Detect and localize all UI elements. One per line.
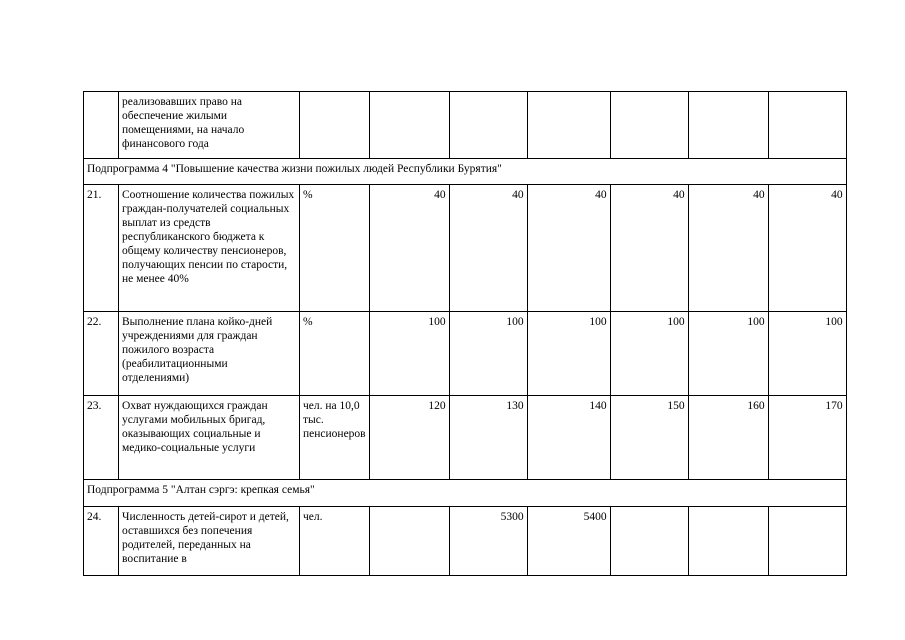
value-cell: [768, 507, 846, 576]
subprogram-4-title: Подпрограмма 4 "Повышение качества жизни пожилых людей Республики Бурятия": [84, 159, 847, 185]
value-cell: [369, 92, 449, 159]
row-index-cell: 24.: [84, 507, 119, 576]
value-cell: [688, 507, 768, 576]
value-cell: 100: [768, 312, 846, 396]
value-cell: 100: [369, 312, 449, 396]
row-index-cell: 21.: [84, 185, 119, 312]
value-cell: [768, 92, 846, 159]
indicator-name-cell: Выполнение плана койко-дней учреждениями для граждан пожилого возраста (реабилитационными отделениями): [119, 312, 300, 396]
unit-cell: чел. на 10,0 тыс. пенсионеров: [300, 396, 370, 480]
value-cell: [449, 92, 527, 159]
value-cell: 100: [527, 312, 610, 396]
table-row: [84, 92, 847, 159]
unit-cell: чел.: [300, 507, 370, 576]
value-cell: [610, 507, 688, 576]
indicators-table: [83, 91, 847, 576]
value-cell: [610, 92, 688, 159]
row-index-cell: 23.: [84, 396, 119, 480]
indicator-name-cell: Численность детей-сирот и детей, оставшихся без попечения родителей, переданных на воспитание в: [119, 507, 300, 576]
value-cell: 140: [527, 396, 610, 480]
value-cell: 40: [610, 185, 688, 312]
row-index-cell: [84, 92, 119, 159]
value-cell: 40: [688, 185, 768, 312]
value-cell: 100: [610, 312, 688, 396]
value-cell: 120: [369, 396, 449, 480]
subprogram-header-row: [84, 480, 847, 507]
table-row: [84, 507, 847, 576]
table-row: [84, 185, 847, 312]
value-cell: 5400: [527, 507, 610, 576]
value-cell: 40: [527, 185, 610, 312]
indicator-name-cell: Соотношение количества пожилых граждан-получателей социальных выплат из средств республиканского бюджета к общему количеству пенсионеров, получающих пенсии по старости, не менее 40%: [119, 185, 300, 312]
value-cell: [527, 92, 610, 159]
value-cell: 40: [768, 185, 846, 312]
unit-cell: %: [300, 185, 370, 312]
indicator-name-cell: Охват нуждающихся граждан услугами мобильных бригад, оказывающих социальные и медико-социальные услуги: [119, 396, 300, 480]
row-index-cell: 22.: [84, 312, 119, 396]
value-cell: [688, 92, 768, 159]
unit-cell: [300, 92, 370, 159]
value-cell: 5300: [449, 507, 527, 576]
table-row: [84, 396, 847, 480]
value-cell: 150: [610, 396, 688, 480]
value-cell: 40: [369, 185, 449, 312]
table-row: [84, 312, 847, 396]
subprogram-5-title: Подпрограмма 5 "Алтан сэргэ: крепкая семья": [84, 480, 847, 507]
value-cell: 40: [449, 185, 527, 312]
value-cell: 100: [449, 312, 527, 396]
value-cell: 160: [688, 396, 768, 480]
value-cell: 100: [688, 312, 768, 396]
unit-cell: %: [300, 312, 370, 396]
value-cell: 170: [768, 396, 846, 480]
value-cell: [369, 507, 449, 576]
subprogram-header-row: [84, 159, 847, 185]
indicator-name-cell: реализовавших право на обеспечение жилыми помещениями, на начало финансового года: [119, 92, 300, 159]
value-cell: 130: [449, 396, 527, 480]
